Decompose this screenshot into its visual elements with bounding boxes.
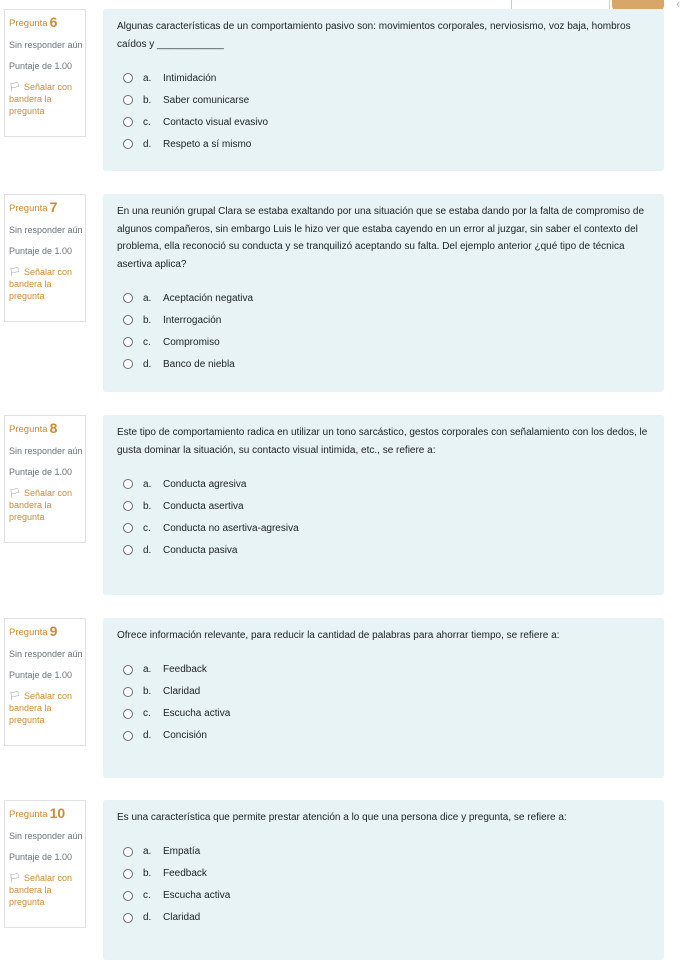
flag-icon: 🏳︎ — [9, 873, 21, 883]
flag-icon: 🏳︎ — [9, 691, 21, 701]
radio-button[interactable] — [123, 709, 133, 719]
chevron-left-icon[interactable]: ‹ — [676, 0, 681, 11]
question-grade: Puntaje de 1.00 — [9, 61, 73, 71]
radio-button[interactable] — [123, 913, 133, 923]
question-text: Este tipo de comportamiento radica en utilizar un tono sarcástico, gestos corporales con señalamiento con los dedos, le gusta dominar la situación, su contacto visual intimida, etc., se refiere a: — [117, 427, 648, 456]
flag-question-link[interactable]: 🏳︎ Señalar con bandera la pregunta — [9, 267, 72, 301]
question-grade: Puntaje de 1.00 — [9, 467, 73, 477]
question-number: 6 — [49, 14, 58, 30]
radio-button[interactable] — [123, 687, 133, 697]
question-number: 10 — [49, 805, 66, 821]
answer-option-b[interactable]: b. Interrogación — [123, 309, 654, 331]
question-number: 7 — [49, 199, 58, 215]
answer-list — [123, 287, 654, 375]
radio-button[interactable] — [123, 315, 133, 325]
radio-button[interactable] — [123, 95, 133, 105]
radio-button[interactable] — [123, 847, 133, 857]
radio-button[interactable] — [123, 665, 133, 675]
answer-option-d[interactable]: d. Conducta pasiva — [123, 539, 654, 561]
flag-question-link[interactable]: 🏳︎ Señalar con bandera la pregunta — [9, 873, 72, 907]
answer-option-b[interactable]: b. Conducta asertiva — [123, 495, 654, 517]
answer-option-a[interactable]: a. Conducta agresiva — [123, 473, 654, 495]
answer-option-d[interactable]: d. Claridad — [123, 907, 654, 929]
flag-icon: 🏳︎ — [9, 82, 21, 92]
question-number: 8 — [49, 420, 58, 436]
answer-option-c[interactable]: c. Escucha activa — [123, 703, 654, 725]
answer-list — [123, 473, 654, 561]
question-title: Pregunta 8 — [9, 420, 58, 436]
radio-button[interactable] — [123, 293, 133, 303]
radio-button[interactable] — [123, 891, 133, 901]
answer-list — [123, 67, 654, 155]
answer-option-d[interactable]: d. Banco de niebla — [123, 353, 654, 375]
question-number: 9 — [49, 623, 58, 639]
question-state: Sin responder aún — [9, 831, 83, 841]
answer-option-a[interactable]: a. Feedback — [123, 659, 654, 681]
radio-button[interactable] — [123, 117, 133, 127]
question-text: Es una característica que permite prestar atención a lo que una persona dice y pregunta, se refiere a: — [117, 812, 567, 823]
question-info — [4, 618, 86, 746]
radio-button[interactable] — [123, 359, 133, 369]
answer-option-b[interactable]: b. Feedback — [123, 863, 654, 885]
radio-button[interactable] — [123, 731, 133, 741]
answer-option-c[interactable]: c. Escucha activa — [123, 885, 654, 907]
answer-list — [123, 841, 654, 929]
question-grade: Puntaje de 1.00 — [9, 246, 73, 256]
question-grade: Puntaje de 1.00 — [9, 670, 73, 680]
answer-option-d[interactable]: d. Respeto a sí mismo — [123, 133, 654, 155]
question-info — [4, 800, 86, 928]
question-text: Algunas características de un comportamiento pasivo son: movimientos corporales, nerviosismo, voz baja, hombros caídos y ____________ — [117, 21, 631, 50]
question-title: Pregunta 10 — [9, 805, 66, 821]
radio-button[interactable] — [123, 501, 133, 511]
radio-button[interactable] — [123, 139, 133, 149]
flag-question-link[interactable]: 🏳︎ Señalar con bandera la pregunta — [9, 82, 72, 116]
question-text: En una reunión grupal Clara se estaba exaltando por una situación que se estaba dando por la falta de compromiso de algunos compañeros, sin embargo Luis le hizo ver que estaba cayendo en un error al juzgar, sin saber el contexto del problema, ella reconoció su conducta y se tranquilizó aceptando su falta. Del ejemplo anterior ¿qué tipo de técnica asertiva aplica? — [117, 206, 645, 270]
radio-button[interactable] — [123, 545, 133, 555]
question-info — [4, 9, 86, 137]
answer-option-a[interactable]: a. Empatía — [123, 841, 654, 863]
question-info — [4, 415, 86, 543]
radio-button[interactable] — [123, 523, 133, 533]
question-content — [103, 415, 664, 595]
question-state: Sin responder aún — [9, 40, 83, 50]
answer-option-c[interactable]: c. Conducta no asertiva-agresiva — [123, 517, 654, 539]
radio-button[interactable] — [123, 869, 133, 879]
radio-button[interactable] — [123, 479, 133, 489]
answer-option-c[interactable]: c. Compromiso — [123, 331, 654, 353]
question-state: Sin responder aún — [9, 446, 83, 456]
radio-button[interactable] — [123, 337, 133, 347]
question-grade: Puntaje de 1.00 — [9, 852, 73, 862]
question-content — [103, 9, 664, 171]
question-state: Sin responder aún — [9, 649, 83, 659]
answer-option-a[interactable]: a. Aceptación negativa — [123, 287, 654, 309]
answer-option-d[interactable]: d. Concisión — [123, 725, 654, 747]
question-content — [103, 194, 664, 392]
question-text: Ofrece información relevante, para reducir la cantidad de palabras para ahorrar tiempo, se refiere a: — [117, 630, 560, 641]
flag-icon: 🏳︎ — [9, 267, 21, 277]
question-content — [103, 800, 664, 960]
question-title: Pregunta 6 — [9, 14, 58, 30]
answer-option-c[interactable]: c. Contacto visual evasivo — [123, 111, 654, 133]
question-state: Sin responder aún — [9, 225, 83, 235]
question-content — [103, 618, 664, 778]
radio-button[interactable] — [123, 73, 133, 83]
flag-icon: 🏳︎ — [9, 488, 21, 498]
flag-question-link[interactable]: 🏳︎ Señalar con bandera la pregunta — [9, 488, 72, 522]
answer-option-a[interactable]: a. Intimidación — [123, 67, 654, 89]
answer-list — [123, 659, 654, 747]
question-info — [4, 194, 86, 322]
answer-option-b[interactable]: b. Claridad — [123, 681, 654, 703]
flag-question-link[interactable]: 🏳︎ Señalar con bandera la pregunta — [9, 691, 72, 725]
question-title: Pregunta 9 — [9, 623, 58, 639]
question-title: Pregunta 7 — [9, 199, 58, 215]
answer-option-b[interactable]: b. Saber comunicarse — [123, 89, 654, 111]
